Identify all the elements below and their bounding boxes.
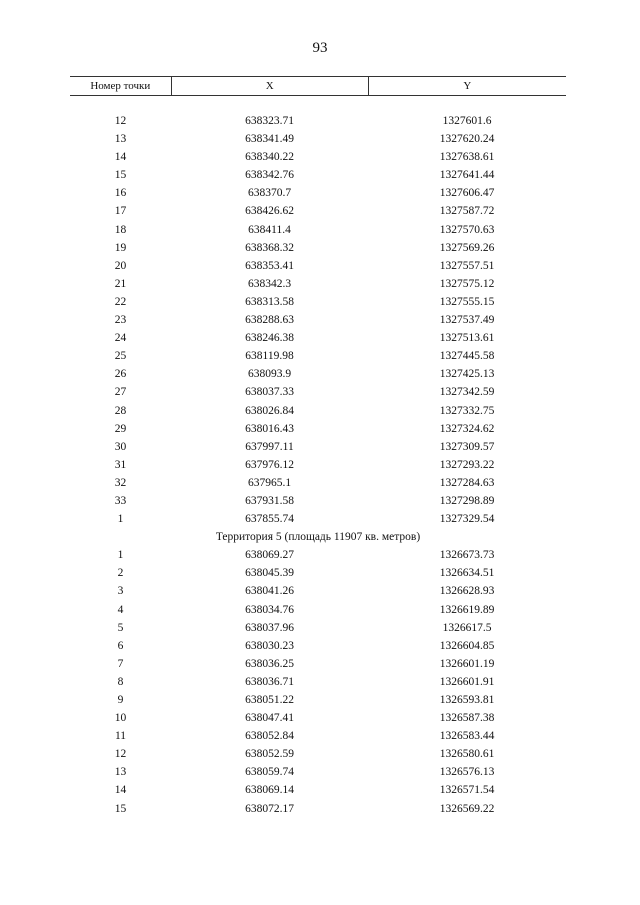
y-coordinate-cell: 1327425.13 [439,368,495,381]
y-coordinate-cell: 1327620.24 [439,133,495,146]
table-row [70,293,566,311]
x-coordinate-cell: 638069.27 [245,549,294,562]
y-coordinate-cell: 1327293.22 [439,458,495,471]
y-coordinate-cell: 1327329.54 [439,513,495,526]
table-row [70,184,566,202]
table-row [70,691,566,709]
x-coordinate-cell: 638072.17 [245,802,294,815]
point-number-cell: 15 [114,169,127,182]
x-coordinate-cell: 638323.71 [245,115,294,127]
point-number-cell: 2 [117,567,124,580]
y-coordinate-cell: 1327309.57 [439,440,495,453]
y-coordinate-cell: 1327342.59 [439,386,495,399]
x-coordinate-cell: 638037.33 [245,386,294,399]
x-coordinate-cell: 638051.22 [245,694,294,706]
table-row [70,763,566,781]
coordinates-table-body [70,112,566,818]
point-number-cell: 32 [114,476,127,489]
x-coordinate-cell: 638059.74 [245,766,294,779]
table-row [70,492,566,510]
x-coordinate-cell: 637931.58 [245,494,294,507]
x-coordinate-cell: 638341.49 [245,133,294,146]
x-coordinate-cell: 638052.84 [245,730,294,743]
y-coordinate-cell: 1326576.13 [439,766,495,779]
y-coordinate-cell: 1326583.44 [439,730,495,743]
x-coordinate-cell: 638045.39 [245,567,294,580]
table-row [70,438,566,456]
header-x: X [172,77,369,95]
y-coordinate-cell: 1327332.75 [439,404,495,417]
point-number-cell: 28 [114,404,127,417]
x-coordinate-cell: 638313.58 [245,295,294,308]
x-coordinate-cell: 638411.4 [248,223,291,236]
table-row [70,130,566,148]
y-coordinate-cell: 1327569.26 [439,241,495,254]
point-number-cell: 26 [114,368,127,381]
x-coordinate-cell: 637965.1 [247,476,292,489]
y-coordinate-cell: 1327601.6 [442,115,492,127]
point-number-cell: 22 [114,295,127,308]
point-number-cell: 14 [114,784,127,797]
point-number-cell: 11 [114,730,127,743]
x-coordinate-cell: 638093.9 [247,368,292,381]
y-coordinate-cell: 1327284.63 [439,476,495,489]
point-number-cell: 21 [114,277,127,290]
table-row [70,383,566,401]
table-row [70,202,566,220]
page-number: 93 [312,40,328,56]
x-coordinate-cell: 638026.84 [245,404,294,417]
point-number-cell: 18 [114,223,127,236]
table-row [70,239,566,257]
x-coordinate-cell: 638034.76 [245,603,294,616]
point-number-cell: 19 [114,241,127,254]
table-row [70,619,566,637]
table-row [70,709,566,727]
y-coordinate-cell: 1326628.93 [439,585,495,598]
point-number-cell: 33 [114,494,127,507]
y-coordinate-cell: 1326601.19 [439,657,495,670]
y-coordinate-cell: 1326617.5 [442,621,492,634]
y-coordinate-cell: 1327298.89 [439,494,495,507]
table-row [70,727,566,745]
point-number-cell: 27 [114,386,127,399]
x-coordinate-cell: 637855.74 [245,513,294,526]
table-row [70,601,566,619]
y-coordinate-cell: 1326673.73 [439,549,495,562]
y-coordinate-cell: 1326571.54 [439,784,495,797]
table-row [70,745,566,763]
y-coordinate-cell: 1327587.72 [439,205,495,218]
table-row [70,148,566,166]
y-coordinate-cell: 1326587.38 [439,712,495,725]
table-row [70,474,566,492]
table-row [70,456,566,474]
x-coordinate-cell: 638368.32 [245,241,294,254]
x-coordinate-cell: 638288.63 [245,314,294,327]
x-coordinate-cell: 638246.38 [245,332,294,345]
point-number-cell: 10 [114,712,127,725]
point-number-cell: 12 [114,748,127,761]
point-number-cell: 29 [114,422,127,435]
point-number-cell: 1 [117,513,124,526]
table-row [70,420,566,438]
x-coordinate-cell: 638041.26 [245,585,294,598]
x-coordinate-cell: 638036.25 [245,657,294,670]
table-row [70,582,566,600]
point-number-cell: 1 [117,549,124,562]
table-row [70,275,566,293]
x-coordinate-cell: 637976.12 [245,458,294,471]
point-number-cell: 8 [117,675,124,688]
x-coordinate-cell: 637997.11 [245,440,294,453]
y-coordinate-cell: 1327324.62 [439,422,495,435]
x-coordinate-cell: 638047.41 [245,712,294,725]
point-number-cell: 31 [114,458,127,471]
x-coordinate-cell: 638119.98 [245,350,294,363]
y-coordinate-cell: 1326634.51 [439,567,495,580]
point-number-cell: 4 [117,603,124,616]
point-number-cell: 5 [117,621,124,634]
table-row [70,347,566,365]
y-coordinate-cell: 1327575.12 [439,277,495,290]
point-number-cell: 20 [114,259,127,272]
point-number-cell: 24 [114,332,127,345]
point-number-cell: 3 [117,585,124,598]
x-coordinate-cell: 638353.41 [245,259,294,272]
table-row [70,800,566,818]
y-coordinate-cell: 1326580.61 [439,748,495,761]
point-number-cell: 9 [117,694,124,706]
header-y: Y [463,80,472,92]
table-row [70,673,566,691]
point-number-cell: 13 [114,133,127,146]
point-number-cell: 16 [114,187,127,200]
table-row [70,510,566,528]
table-row [70,637,566,655]
x-coordinate-cell: 638342.76 [245,169,294,182]
y-coordinate-cell: 1327555.15 [439,295,495,308]
y-coordinate-cell: 1326601.91 [439,675,495,688]
y-coordinate-cell: 1327641.44 [439,169,495,182]
y-coordinate-cell: 1326619.89 [439,603,495,616]
y-coordinate-cell: 1326569.22 [439,802,495,815]
y-coordinate-cell: 1327570.63 [439,223,495,236]
y-coordinate-cell: 1327445.58 [439,350,495,363]
table-row [70,221,566,239]
y-coordinate-cell: 1327537.49 [439,314,495,327]
x-coordinate-cell: 638069.14 [245,784,294,797]
x-coordinate-cell: 638030.23 [245,639,294,652]
table-row [70,365,566,383]
point-number-cell: 23 [114,314,127,327]
point-number-cell: 17 [114,205,127,218]
x-coordinate-cell: 638037.96 [245,621,294,634]
table-row [70,329,566,347]
table-header [70,76,566,96]
y-coordinate-cell: 1327606.47 [439,187,495,200]
table-row [70,564,566,582]
table-row [70,402,566,420]
y-coordinate-cell: 1327638.61 [439,151,495,164]
x-coordinate-cell: 638342.3 [247,277,292,290]
table-row [70,112,566,130]
point-number-cell: 7 [117,657,124,670]
table-row [70,166,566,184]
x-coordinate-cell: 638370.7 [247,187,292,200]
table-row [70,311,566,329]
y-coordinate-cell: 1326593.81 [439,694,495,706]
x-coordinate-cell: 638036.71 [245,675,294,688]
table-row [70,655,566,673]
point-number-cell: 15 [114,802,127,815]
x-coordinate-cell: 638426.62 [245,205,294,218]
header-point-number: Номер точки [70,77,172,95]
point-number-cell: 6 [117,639,124,652]
point-number-cell: 14 [114,151,127,164]
table-row [70,257,566,275]
point-number-cell: 12 [114,115,127,127]
section-title: Территория 5 (площадь 11907 кв. метров) [215,531,421,544]
x-coordinate-cell: 638016.43 [245,422,294,435]
point-number-cell: 13 [114,766,127,779]
y-coordinate-cell: 1327513.61 [439,332,495,345]
table-row [70,546,566,564]
point-number-cell: 30 [114,440,127,453]
x-coordinate-cell: 638052.59 [245,748,294,761]
table-row [70,781,566,799]
point-number-cell: 25 [114,350,127,363]
y-coordinate-cell: 1327557.51 [439,259,495,272]
y-coordinate-cell: 1326604.85 [439,639,495,652]
x-coordinate-cell: 638340.22 [245,151,294,164]
